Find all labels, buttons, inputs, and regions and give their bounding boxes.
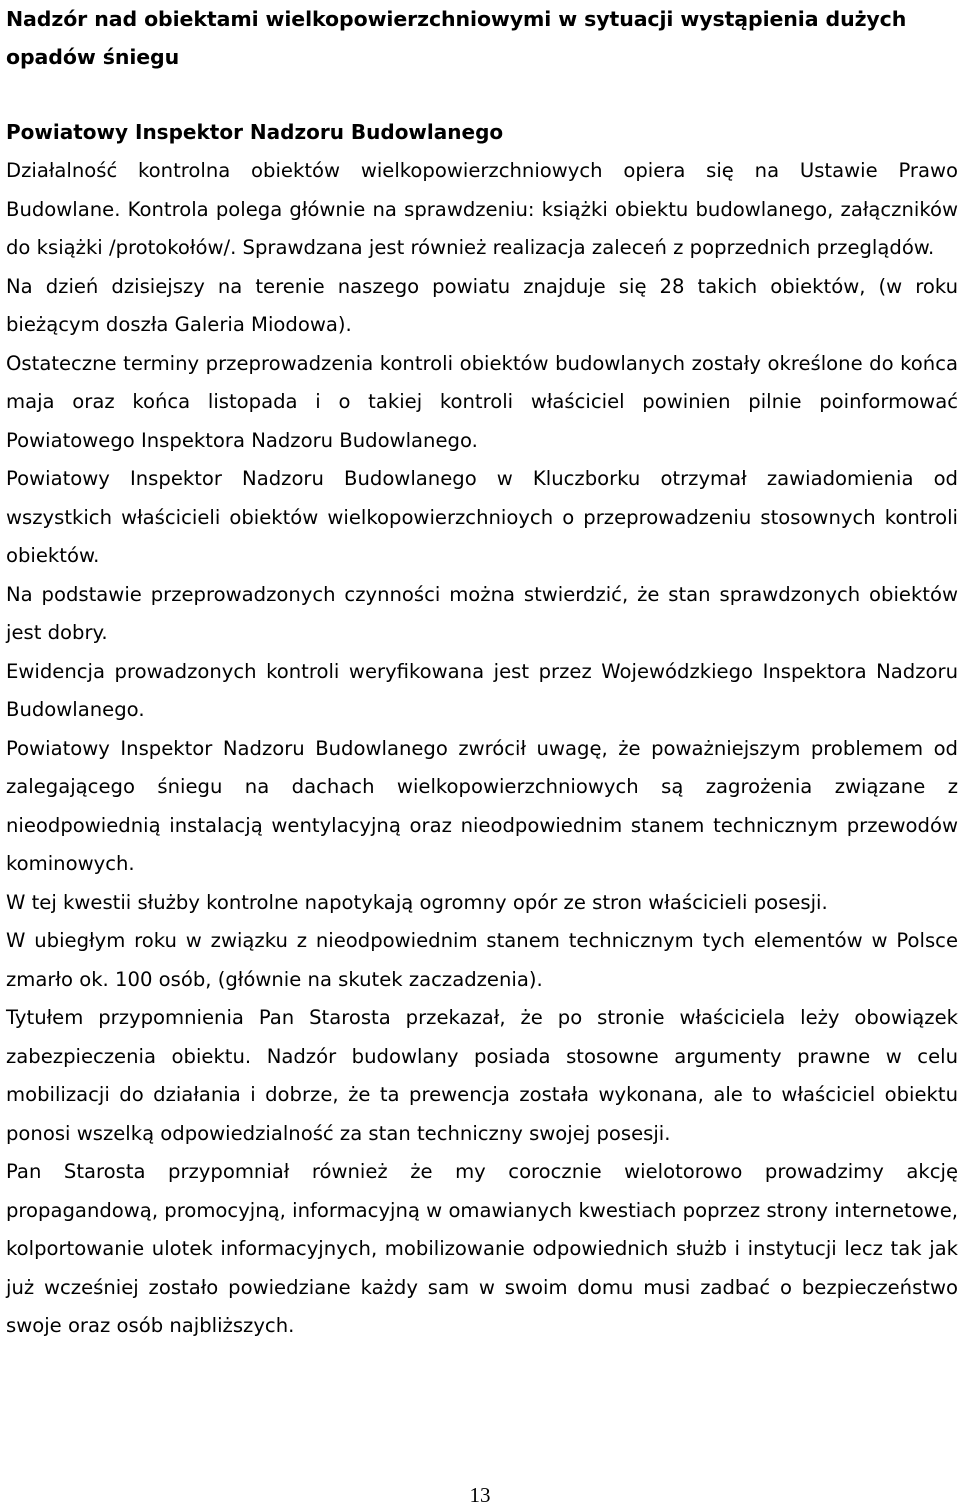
- paragraph-9: W ubiegłym roku w związku z nieodpowiednim stanem technicznym tych elementów w Polsce zmarło ok. 100 osób, (głównie na skutek zaczadzenia).: [6, 929, 958, 991]
- document-page: [6, 0, 958, 1346]
- paragraph-1: Działalność kontrolna obiektów wielkopowierzchniowych opiera się na Ustawie Prawo Budowlane. Kontrola polega głównie na sprawdzeniu: książki obiektu budowlanego, załączników do książki /protokołów/. Sprawdzana jest również realizacja zaleceń z poprzednich przeglądów.: [6, 159, 958, 259]
- paragraph-7: Powiatowy Inspektor Nadzoru Budowlanego zwrócił uwagę, że poważniejszym problemem od zalegającego śniegu na dachach wielkopowierzchniowych są zagrożenia związane z nieodpowiednią instalacją wentylacyjną oraz nieodpowiednim stanem technicznym przewodów kominowych.: [6, 736, 958, 875]
- paragraph-2: Na dzień dzisiejszy na terenie naszego powiatu znajduje się 28 takich obiektów, (w roku bieżącym doszła Galeria Miodowa).: [6, 274, 958, 336]
- paragraph-10: Tytułem przypomnienia Pan Starosta przekazał, że po stronie właściciela leży obowiązek zabezpieczenia obiektu. Nadzór budowlany posiada stosowne argumenty prawne w celu mobilizacji do działania i dobrze, że ta prewencja została wykonana, ale to właściciel obiektu ponosi wszelką odpowiedzialność za stan techniczny swojej posesji.: [6, 1006, 958, 1145]
- paragraph-6: Ewidencja prowadzonych kontroli weryfikowana jest przez Wojewódzkiego Inspektora Nadzoru Budowlanego.: [6, 659, 958, 721]
- paragraph-8: W tej kwestii służby kontrolne napotykają ogromny opór ze stron właścicieli posesji.: [6, 890, 828, 914]
- paragraph-3: Ostateczne terminy przeprowadzenia kontroli obiektów budowlanych zostały określone do końca maja oraz końca listopada i o takiej kontroli właściciel powinien pilnie poinformować Powiatowego Inspektora Nadzoru Budowlanego.: [6, 351, 958, 452]
- document-title: Nadzór nad obiektami wielkopowierzchniowymi w sytuacji wystąpienia dużych opadów śniegu: [6, 7, 907, 69]
- section-heading: Powiatowy Inspektor Nadzoru Budowlanego: [6, 120, 504, 144]
- page-number: 13: [469, 1483, 491, 1507]
- paragraph-4: Powiatowy Inspektor Nadzoru Budowlanego w Kluczborku otrzymał zawiadomienia od wszystkich właścicieli obiektów wielkopowierzchnioych o przeprowadzeniu stosownych kontroli obiektów.: [6, 467, 958, 567]
- paragraph-5: Na podstawie przeprowadzonych czynności można stwierdzić, że stan sprawdzonych obiektów jest dobry.: [6, 582, 958, 644]
- paragraph-11: Pan Starosta przypomniał również że my corocznie wielotorowo prowadzimy akcję propagandową, promocyjną, informacyjną w omawianych kwestiach poprzez strony internetowe, kolportowanie ulotek informacyjnych, mobilizowanie odpowiednich służb i instytucji lecz tak jak już wcześniej zostało powiedziane każdy sam w swoim domu musi zadbać o bezpieczeństwo swoje oraz osób najbliższych.: [6, 1160, 958, 1337]
